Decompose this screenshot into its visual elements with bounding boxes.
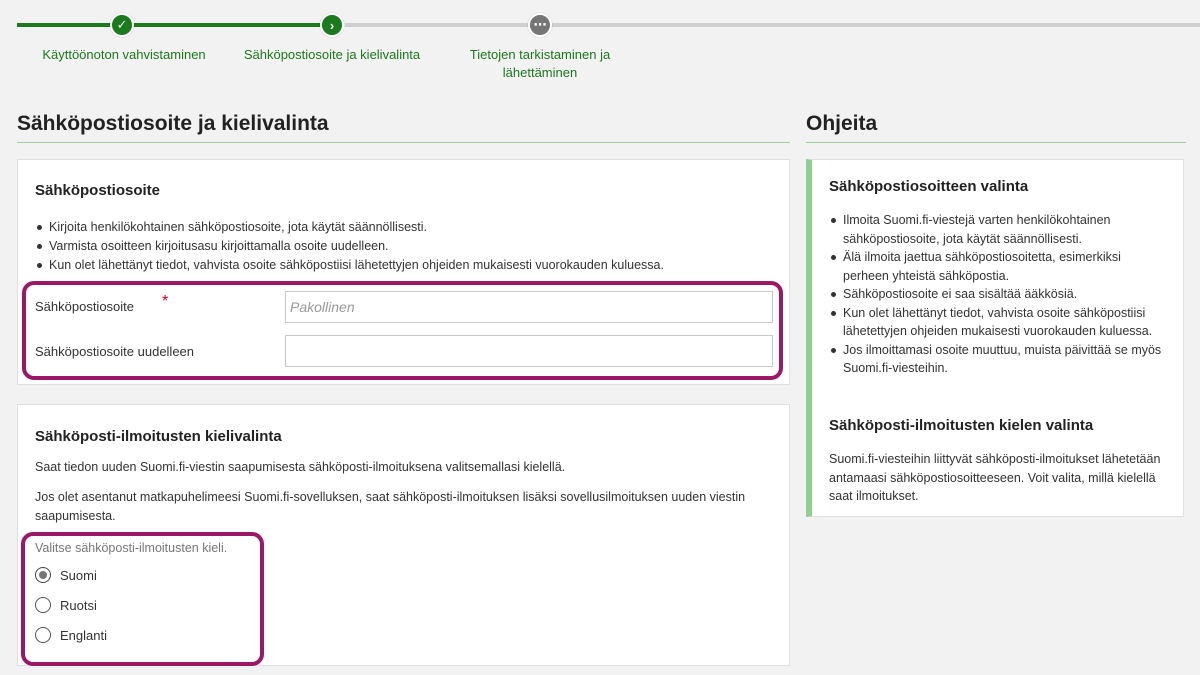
check-icon: ✓: [110, 13, 134, 37]
radio-label: Suomi: [60, 567, 97, 583]
email-repeat-input[interactable]: [285, 335, 773, 367]
language-help-title: Sähköposti-ilmoitusten kielen valinta: [829, 417, 1094, 434]
step-label-email-language: Sähköpostiosoite ja kielivalinta: [243, 47, 421, 62]
list-item: Varmista osoitteen kirjoitusasu kirjoittamalla osoite uudelleen.: [35, 237, 775, 256]
email-field-label: [35, 293, 169, 314]
email-section: [17, 159, 790, 385]
email-repeat-field-label: Sähköpostiosoite uudelleen: [35, 344, 195, 359]
help-panel: [806, 159, 1184, 517]
language-help-text: Suomi.fi-viesteihin liittyvät sähköposti-ilmoitukset lähetetään antamaasi sähköpostiosoitteeseen. Voit valita, millä kielellä saat ilmoitukset.: [829, 452, 1161, 503]
email-section-title: Sähköpostiosoite: [35, 182, 161, 199]
progress-stepper: [0, 0, 1200, 90]
stepper-line-todo-1: [345, 23, 528, 27]
language-section-title: Sähköposti-ilmoitusten kielivalinta: [35, 428, 282, 445]
language-section: [17, 404, 790, 666]
radio-unchecked-icon[interactable]: [35, 597, 51, 613]
email-label-text: Sähköpostiosoite: [35, 299, 135, 314]
radio-unchecked-icon[interactable]: [35, 627, 51, 643]
stepper-line-done-2: [133, 23, 333, 27]
list-item: Kun olet lähettänyt tiedot, vahvista osoite sähköpostiisi lähetettyjen ohjeiden mukaisesti vuorokauden kuluessa.: [35, 256, 775, 275]
page-title: Sähköpostiosoite ja kielivalinta: [17, 112, 790, 143]
radio-option-suomi[interactable]: [35, 565, 97, 585]
list-item: Kun olet lähettänyt tiedot, vahvista osoite sähköpostiisi lähetettyjen ohjeiden mukaisesti vuorokauden kuluessa.: [829, 304, 1169, 341]
radio-option-englanti[interactable]: [35, 625, 107, 645]
email-input[interactable]: [285, 291, 773, 323]
list-item: Älä ilmoita jaettua sähköpostiosoitetta, esimerkiksi perheen yhteistä sähköpostia.: [829, 248, 1169, 285]
email-instructions-list: [35, 218, 775, 275]
radio-label: Ruotsi: [60, 597, 97, 613]
list-item: Sähköpostiosoite ei saa sisältää ääkkösiä.: [829, 285, 1169, 304]
list-item: Kirjoita henkilökohtainen sähköpostiosoite, jota käytät säännöllisesti.: [35, 218, 775, 237]
list-item: Ilmoita Suomi.fi-viestejä varten henkilökohtainen sähköpostiosoite, jota käytät säännöllisesti.: [829, 211, 1169, 248]
help-heading: Ohjeita: [806, 112, 1186, 143]
language-radio-legend: Valitse sähköposti-ilmoitusten kieli.: [35, 541, 228, 555]
radio-label: Englanti: [60, 627, 107, 643]
ellipsis-icon: ⋯: [528, 13, 552, 37]
language-info-text: Saat tiedon uuden Suomi.fi-viestin saapumisesta sähköposti-ilmoituksena valitsemallasi kielellä.: [35, 460, 566, 474]
app-notification-text: Jos olet asentanut matkapuhelimeesi Suomi.fi-sovelluksen, saat sähköposti-ilmoituksen lisäksi sovellusilmoituksen uuden viestin saapumisesta.: [35, 490, 746, 523]
stepper-line-todo-2: [552, 23, 1200, 27]
step-label-review-submit: Tietojen tarkistaminen ja lähettäminen: [469, 47, 611, 80]
chevron-right-icon: ›: [320, 13, 344, 37]
list-item: Jos ilmoittamasi osoite muuttuu, muista päivittää se myös Suomi.fi-viesteihin.: [829, 341, 1169, 378]
required-marker: *: [162, 293, 169, 310]
stepper-line-done-1: [17, 23, 121, 27]
step-label-confirm: Käyttöönoton vahvistaminen: [42, 47, 206, 62]
radio-option-ruotsi[interactable]: [35, 595, 97, 615]
radio-checked-icon[interactable]: [35, 567, 51, 583]
email-help-title: Sähköpostiosoitteen valinta: [829, 178, 1029, 195]
email-help-list: [829, 211, 1169, 378]
